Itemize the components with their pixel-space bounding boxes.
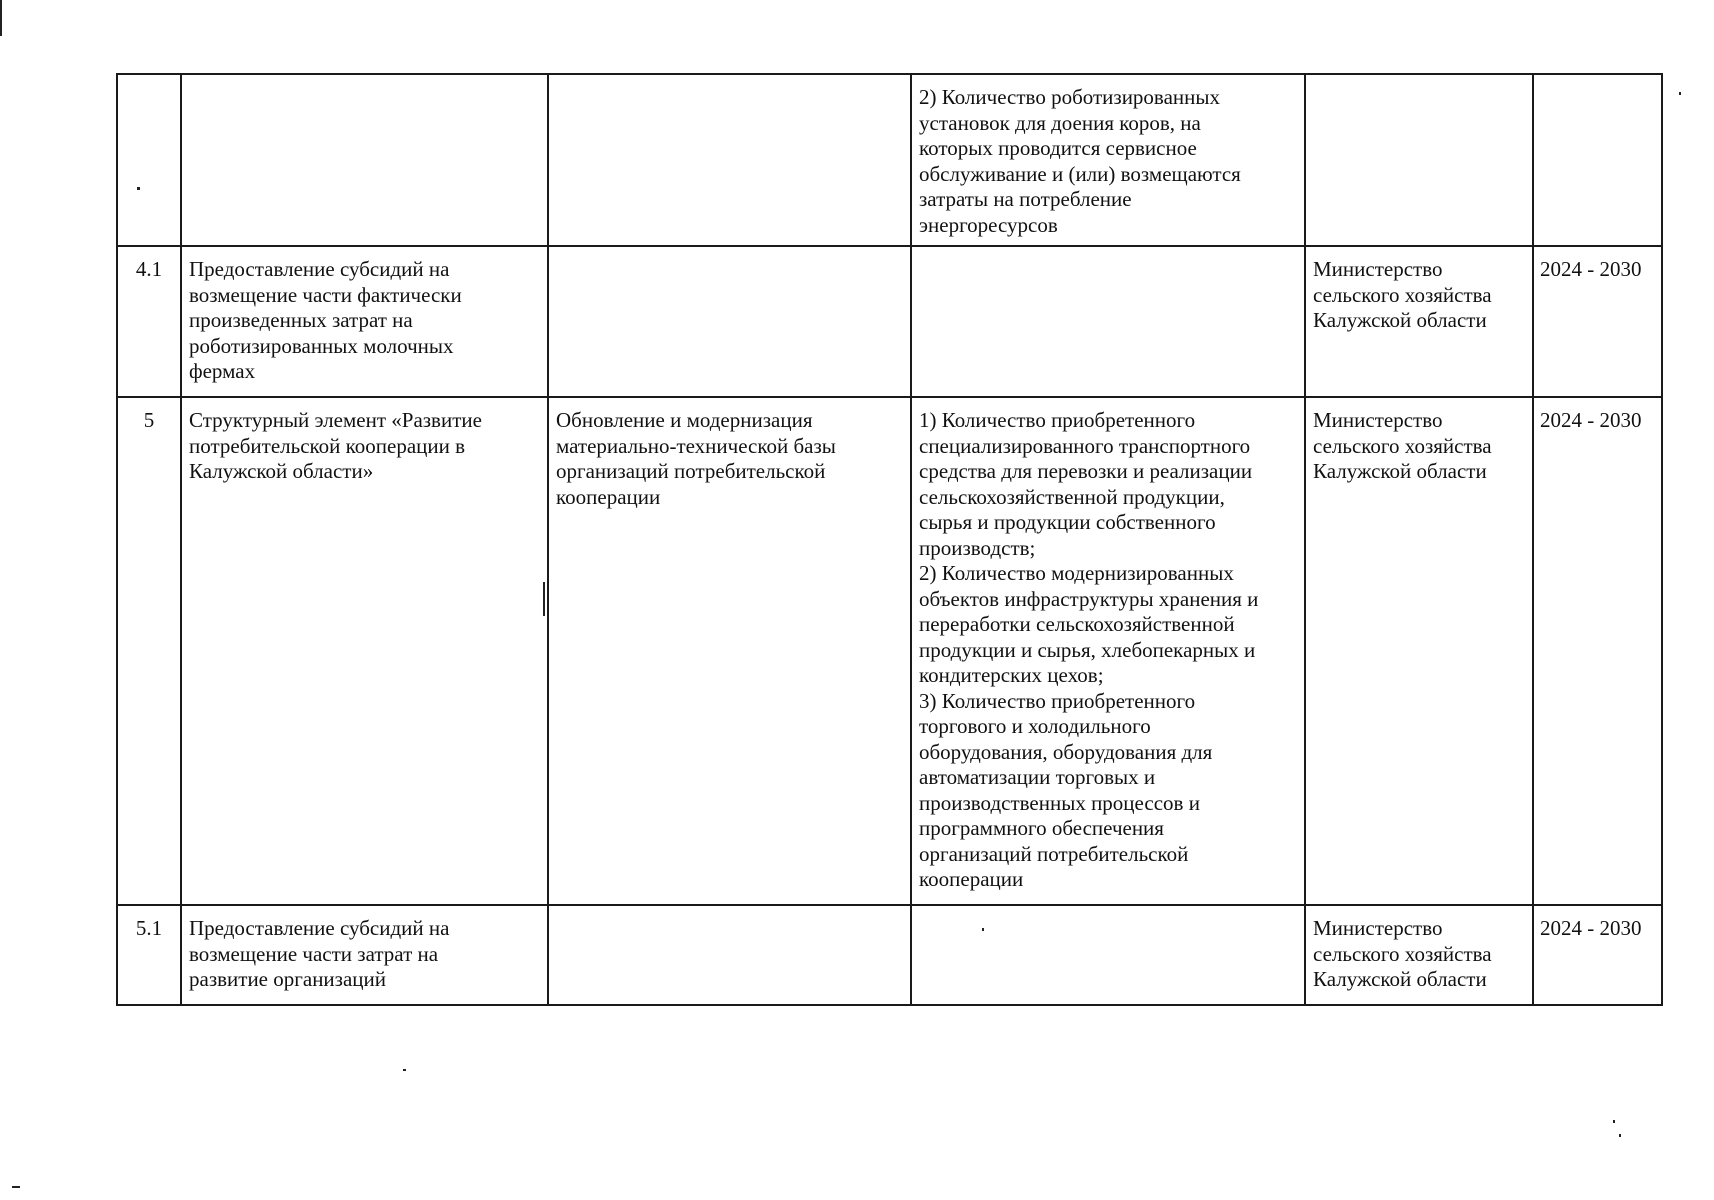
indicator-cell: 2) Количество роботизированных установок для доения коров, на которых проводится сервисное обслуживание и (или) возмещаются затраты на потребление энергоресурсов (911, 74, 1305, 246)
measures-table (116, 73, 1663, 1006)
scan-speck (403, 1069, 406, 1071)
table-row (117, 397, 1662, 905)
indicator-cell: 1) Количество приобретенного специализированного транспортного средства для перевозки и реализации сельскохозяйственной продукции, сырья и продукции собственного производств; 2) Количество модернизированных объектов инфраструктуры хранения и переработки сельскохозяйственной продукции и сырья, хлебопекарных и кондитерских цехов; 3) Количество приобретенного торгового и холодильного оборудования, оборудования для автоматизации торговых и производственных процессов и программного обеспечения организаций потребительской кооперации (911, 397, 1305, 905)
scan-speck (0, 0, 2, 36)
responsible-cell: Министерство сельского хозяйства Калужской области (1305, 905, 1533, 1005)
row-number-cell: 4.1 (117, 246, 181, 397)
measure-name-cell: Структурный элемент «Развитие потребительской кооперации в Калужской области» (181, 397, 548, 905)
table-row (117, 74, 1662, 246)
row-number-cell (117, 74, 181, 246)
responsible-cell: Министерство сельского хозяйства Калужской области (1305, 246, 1533, 397)
scan-speck (982, 928, 984, 931)
measure-name-cell (181, 74, 548, 246)
measure-name-cell: Предоставление субсидий на возмещение части затрат на развитие организаций (181, 905, 548, 1005)
responsible-cell (1305, 74, 1533, 246)
scan-speck (12, 1186, 20, 1188)
task-cell (548, 246, 911, 397)
indicator-cell (911, 905, 1305, 1005)
scan-speck (543, 582, 545, 616)
period-cell (1533, 74, 1662, 246)
period-cell: 2024 - 2030 (1533, 905, 1662, 1005)
measure-name-cell: Предоставление субсидий на возмещение части фактически произведенных затрат на роботизированных молочных фермах (181, 246, 548, 397)
table-row (117, 246, 1662, 397)
period-cell: 2024 - 2030 (1533, 246, 1662, 397)
table-row (117, 905, 1662, 1005)
row-number-cell: 5.1 (117, 905, 181, 1005)
task-cell: Обновление и модернизация материально-технической базы организаций потребительской кооперации (548, 397, 911, 905)
responsible-cell: Министерство сельского хозяйства Калужской области (1305, 397, 1533, 905)
task-cell (548, 74, 911, 246)
row-number-cell: 5 (117, 397, 181, 905)
indicator-cell (911, 246, 1305, 397)
task-cell (548, 905, 911, 1005)
scan-speck (1619, 1134, 1621, 1137)
scan-speck (1679, 92, 1681, 95)
scan-speck (137, 187, 140, 190)
period-cell: 2024 - 2030 (1533, 397, 1662, 905)
scan-speck (1613, 1120, 1615, 1123)
